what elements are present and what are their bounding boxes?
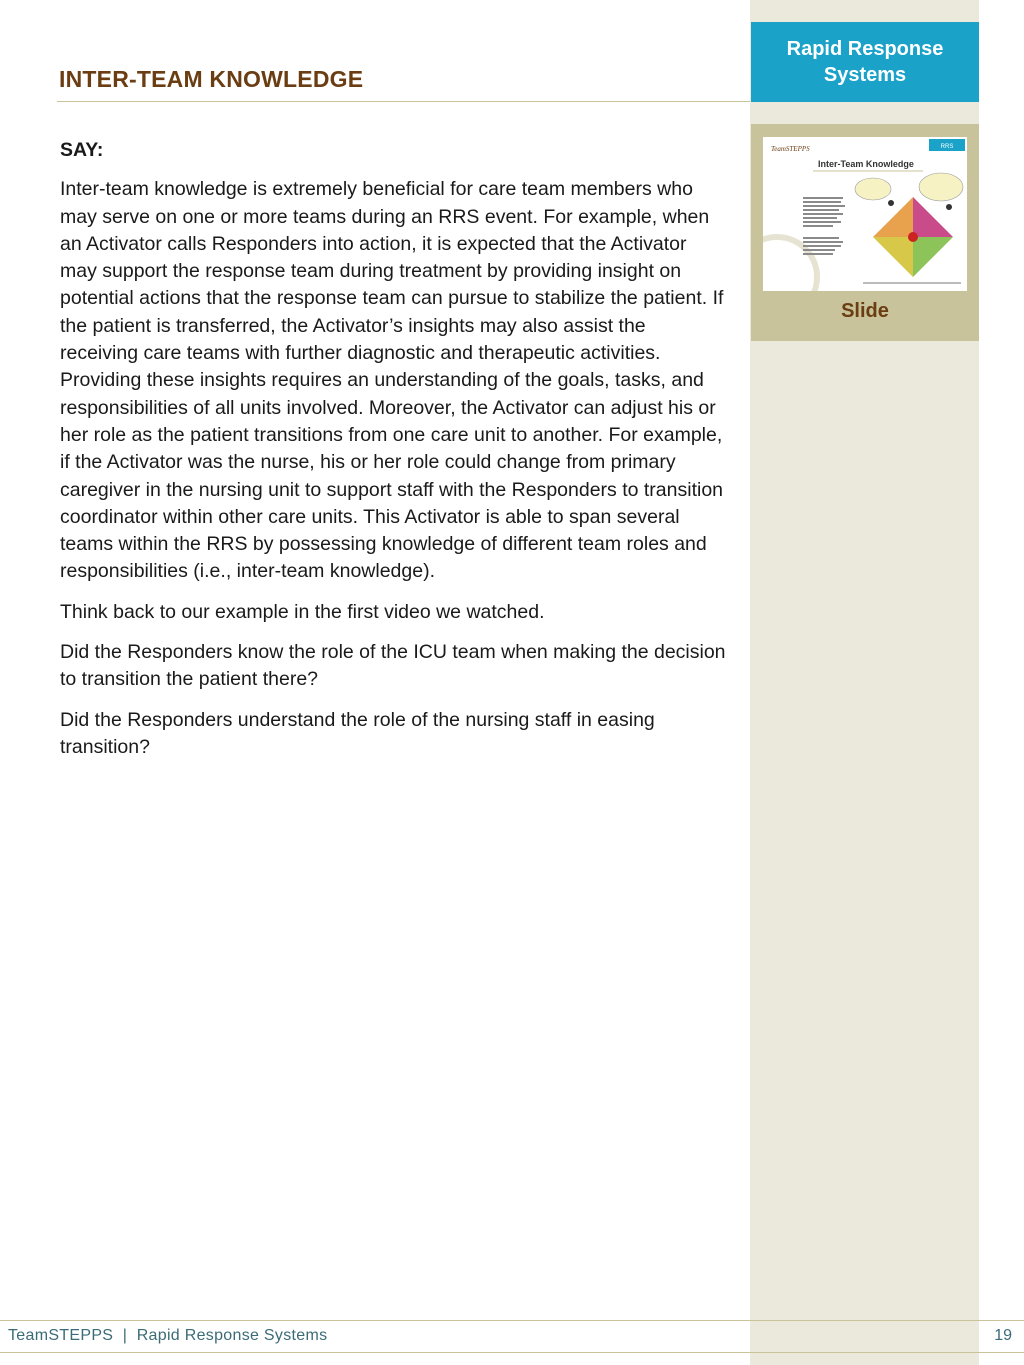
thumb-cloud-left: [855, 178, 891, 200]
say-label: SAY:: [60, 139, 104, 161]
module-label: Rapid Response Systems: [786, 38, 944, 86]
thumb-brand: TeamSTEPPS: [771, 145, 810, 153]
footer-divider-bottom: [0, 1352, 1024, 1353]
slide-caption: Slide: [841, 300, 889, 322]
module-label-box: [751, 22, 979, 102]
notes-paragraph: Think back to our example in the first video we watched.: [60, 600, 545, 623]
footer-divider-top: [0, 1320, 1024, 1321]
thumb-tag: RRS: [940, 144, 954, 150]
notes-paragraph: Did the Responders understand the role of the nursing staff in easing transition?: [60, 708, 655, 758]
notes-paragraph: Did the Responders know the role of the ICU team when making the decision to transition the patient there?: [60, 641, 726, 691]
footer-label: TeamSTEPPS | Rapid Response Systems: [8, 1327, 328, 1344]
slide-thumbnail-graphic: [763, 137, 967, 291]
slide-panel: [751, 124, 979, 341]
thumb-title: Inter-Team Knowledge: [818, 159, 914, 169]
notes-paragraph: Inter-team knowledge is extremely beneficial for care team members who may serve on one or more teams during an RRS event. For example, when an Activator calls Responders into action, it is expected that the Activator may support the response team during treatment by providing insight on potential actions that the response team can pursue to stabilize the patient. If the patient is transferred, the Activator’s insights may also assist the receiving care teams with further diagnostic and therapeutic activities. Providing these insights requires an understanding of the goals, tasks, and responsibilities of all units involved. Moreover, the Activator can adjust his or her role as the patient transitions from one care unit to another. For example, if the Activator was the nurse, his or her role could change from primary caregiver in the nursing unit to support staff with the Responders to transition coordinator within other care units. This Activator is able to span several teams within the RRS by possessing knowledge of different team roles and responsibilities (i.e., inter-team knowledge).: [60, 178, 724, 583]
page-number: 19: [994, 1327, 1012, 1344]
thumb-cloud-right: [919, 173, 963, 201]
notes-body: [60, 137, 728, 774]
title-divider: [57, 101, 750, 102]
slide-thumbnail[interactable]: [763, 137, 967, 291]
page-title: INTER-TEAM KNOWLEDGE: [59, 66, 364, 92]
